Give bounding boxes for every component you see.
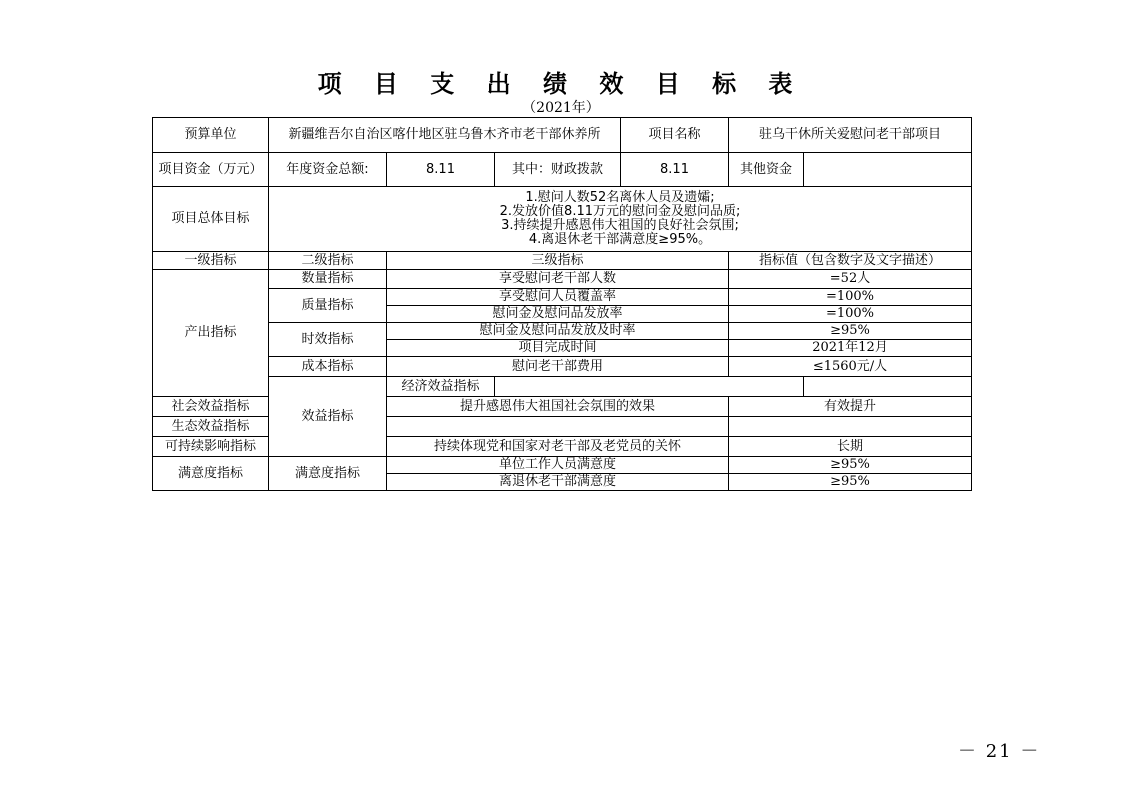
goal-label: 项目总体目标 — [153, 187, 269, 252]
indicator-name — [495, 377, 804, 397]
indicator-value: =100% — [729, 306, 972, 323]
indicator-value: ≤1560元/人 — [729, 357, 972, 377]
economic-indicator: 经济效益指标 — [387, 377, 495, 397]
indicator-value: 有效提升 — [729, 397, 972, 417]
fiscal-funds-label: 其中：财政拨款 — [495, 153, 621, 187]
goal-line: 3.持续提升感恩伟大祖国的良好社会氛围; — [501, 218, 739, 233]
year-subtitle: （2021年） — [522, 100, 600, 116]
indicator-value: ≥95% — [729, 323, 972, 340]
table-row — [153, 377, 972, 397]
column-header-row — [153, 252, 972, 270]
indicator-name: 享受慰问老干部人数 — [387, 270, 729, 289]
col-value: 指标值（包含数字及文字描述） — [729, 252, 972, 270]
indicator-name: 慰问金及慰问品发放及时率 — [387, 323, 729, 340]
col-level3: 三级指标 — [387, 252, 729, 270]
indicator-name: 单位工作人员满意度 — [387, 457, 729, 474]
fiscal-funds-value: 8.11 — [621, 153, 729, 187]
indicator-name: 项目完成时间 — [387, 340, 729, 357]
other-funds-value — [804, 153, 972, 187]
timeliness-indicator: 时效指标 — [269, 323, 387, 357]
indicator-value: =100% — [729, 289, 972, 306]
goal-row — [153, 187, 972, 252]
total-funds-value: 8.11 — [387, 153, 495, 187]
sustainability-indicator: 可持续影响指标 — [153, 437, 269, 457]
budget-unit-value: 新疆维吾尔自治区喀什地区驻乌鲁木齐市老干部休养所 — [269, 118, 621, 153]
table-row — [153, 357, 972, 377]
quantity-indicator: 数量指标 — [269, 270, 387, 289]
budget-unit-label: 预算单位 — [153, 118, 269, 153]
indicator-name: 持续体现党和国家对老干部及老党员的关怀 — [387, 437, 729, 457]
other-funds-label: 其他资金 — [729, 153, 804, 187]
social-indicator: 社会效益指标 — [153, 397, 269, 417]
goal-line: 4.离退休老干部满意度≥95%。 — [528, 232, 712, 247]
benefit-indicator: 效益指标 — [269, 377, 387, 457]
page-number: － 21 － — [958, 741, 1041, 762]
header-row — [153, 118, 972, 153]
indicator-value: =52人 — [729, 270, 972, 289]
indicator-value: ≥95% — [729, 457, 972, 474]
indicator-name — [387, 417, 729, 437]
goal-line: 2.发放价值8.11万元的慰问金及慰问品质; — [499, 204, 741, 219]
project-name-label: 项目名称 — [621, 118, 729, 153]
indicator-value: 长期 — [729, 437, 972, 457]
satisfaction-sub-indicator: 满意度指标 — [269, 457, 387, 491]
project-name-value: 驻乌干休所关爱慰问老干部项目 — [729, 118, 972, 153]
satisfaction-indicator: 满意度指标 — [153, 457, 269, 491]
indicator-name: 慰问金及慰问品发放率 — [387, 306, 729, 323]
performance-table — [152, 117, 972, 491]
funds-label: 项目资金（万元） — [153, 153, 269, 187]
indicator-name: 慰问老干部费用 — [387, 357, 729, 377]
ecological-indicator: 生态效益指标 — [153, 417, 269, 437]
cost-indicator: 成本指标 — [269, 357, 387, 377]
goal-line: 1.慰问人数52名离休人员及遗孀; — [525, 190, 715, 205]
indicator-name: 离退休老干部满意度 — [387, 474, 729, 491]
indicator-value — [804, 377, 972, 397]
indicator-value — [729, 417, 972, 437]
table-row — [153, 323, 972, 340]
table-row — [153, 270, 972, 289]
indicator-name: 享受慰问人员覆盖率 — [387, 289, 729, 306]
page-title: 项 目 支 出 绩 效 目 标 表 — [317, 70, 805, 98]
funds-row — [153, 153, 972, 187]
total-funds-label: 年度资金总额: — [269, 153, 387, 187]
indicator-value: 2021年12月 — [729, 340, 972, 357]
output-indicator: 产出指标 — [153, 270, 269, 397]
col-level2: 二级指标 — [269, 252, 387, 270]
quality-indicator: 质量指标 — [269, 289, 387, 323]
table-row — [153, 289, 972, 306]
indicator-name: 提升感恩伟大祖国社会氛围的效果 — [387, 397, 729, 417]
table-row — [153, 457, 972, 474]
col-level1: 一级指标 — [153, 252, 269, 270]
indicator-value: ≥95% — [729, 474, 972, 491]
goal-text — [269, 187, 972, 252]
